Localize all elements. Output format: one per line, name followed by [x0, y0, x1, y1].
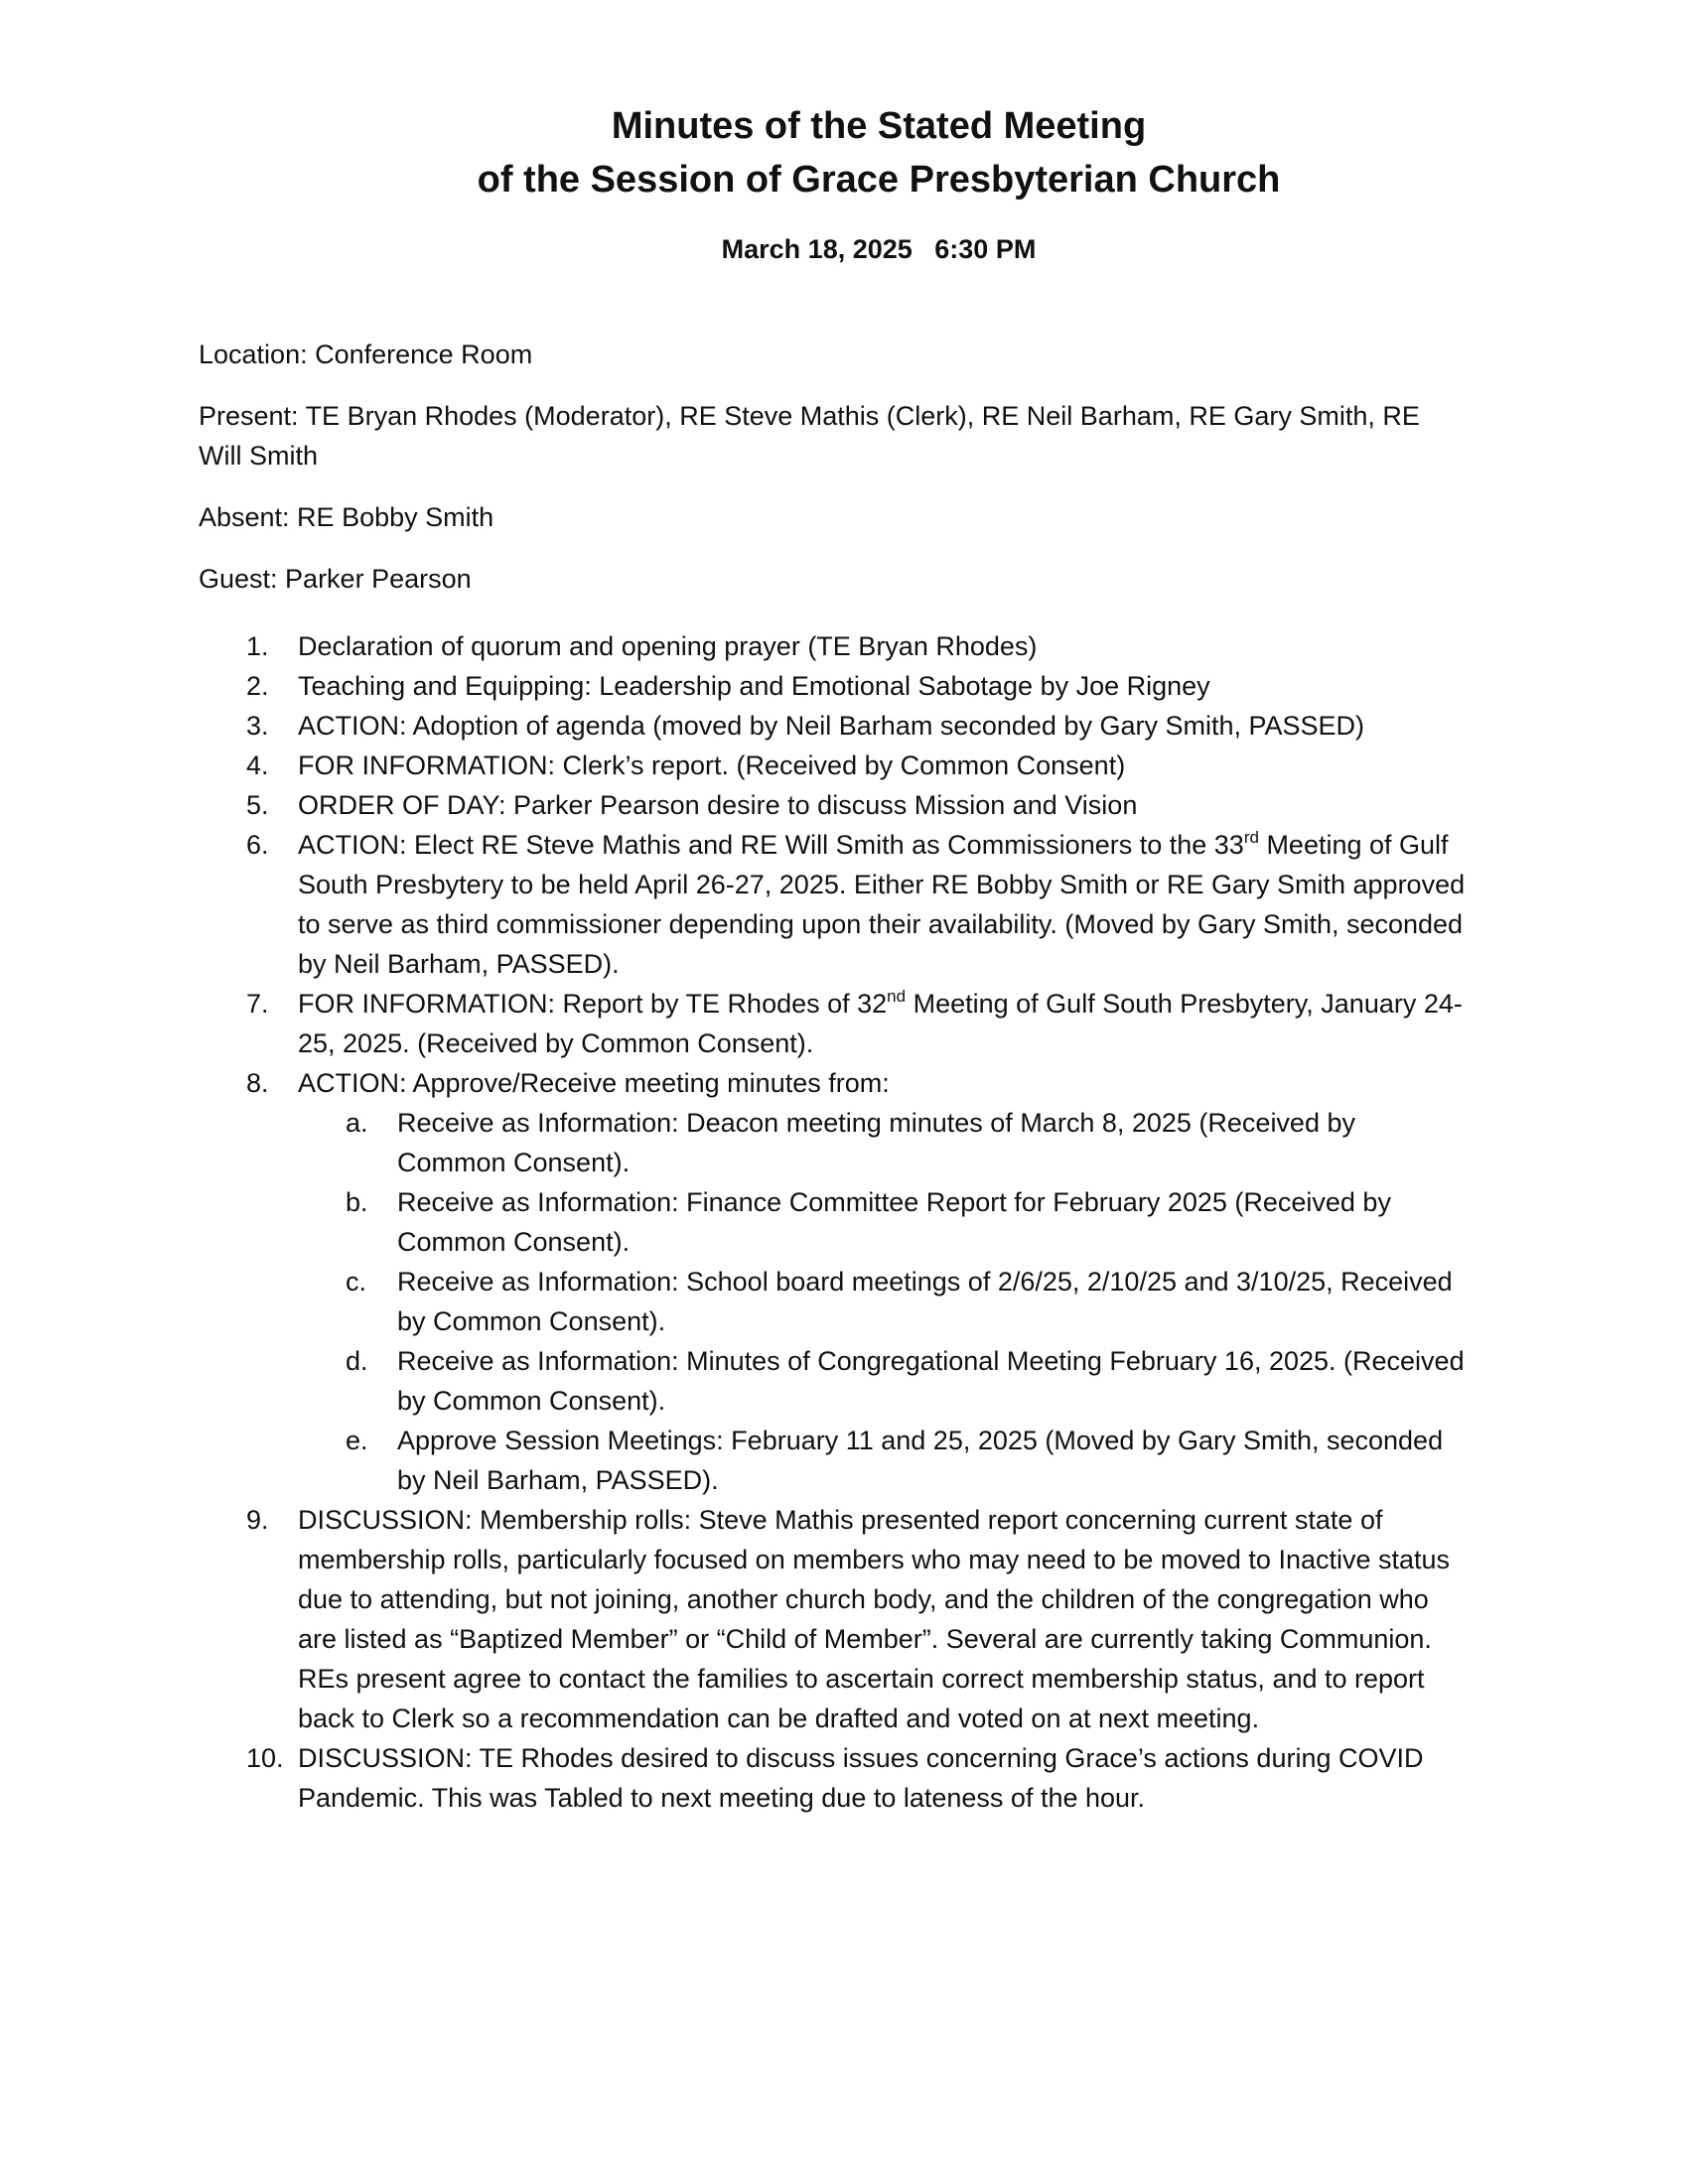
present-line: Present: TE Bryan Rhodes (Moderator), RE Steve Mathis (Clerk), RE Neil Barham, RE Gary Smith, RE Will Smith — [199, 401, 1420, 471]
sub-item — [298, 1182, 1470, 1262]
agenda-item — [199, 825, 1470, 984]
agenda-item — [199, 706, 1470, 746]
item-text: FOR INFORMATION: Clerk’s report. (Received by Common Consent) — [298, 751, 1126, 780]
agenda-list — [199, 626, 1470, 1818]
agenda-item — [199, 666, 1470, 706]
title-block — [179, 99, 1579, 206]
agenda-item — [199, 1063, 1470, 1500]
item-text-part: Meeting of Gulf South Presbytery, January 24-25, 2025. (Received by Common Consent). — [298, 989, 1463, 1058]
agenda-item — [199, 984, 1470, 1063]
sub-item-text: Approve Session Meetings: February 11 and 25, 2025 (Moved by Gary Smith, seconded by Neil Barham, PASSED). — [397, 1426, 1444, 1495]
sub-item-text: Receive as Information: School board meetings of 2/6/25, 2/10/25 and 3/10/25, Received by Common Consent). — [397, 1267, 1453, 1336]
item-number: 7. — [246, 989, 269, 1019]
item-number: 1. — [246, 631, 269, 661]
item-number: 3. — [246, 711, 269, 741]
sub-item-letter: b. — [346, 1187, 368, 1217]
item-number: 5. — [246, 790, 269, 820]
sub-item-text: Receive as Information: Deacon meeting minutes of March 8, 2025 (Received by Common Consent). — [397, 1108, 1355, 1177]
location-line: Location: Conference Room — [199, 340, 533, 369]
sub-item-letter: a. — [346, 1108, 368, 1138]
sub-item-letter: e. — [346, 1426, 368, 1455]
item-text: ACTION: Approve/Receive meeting minutes from: — [298, 1068, 890, 1098]
item-text-part: ACTION: Elect RE Steve Mathis and RE Will Smith as Commissioners to the 33 — [298, 830, 1244, 860]
agenda-item — [199, 785, 1470, 825]
sub-item — [298, 1421, 1470, 1500]
sub-item-letter: d. — [346, 1346, 368, 1376]
minutes-sublist — [298, 1103, 1470, 1500]
meeting-date-time: March 18, 2025 6:30 PM — [721, 234, 1037, 264]
sub-item — [298, 1341, 1470, 1421]
agenda-item — [199, 626, 1470, 666]
agenda-item — [199, 746, 1470, 785]
item-number: 6. — [246, 830, 269, 860]
item-text-part: Meeting of Gulf South Presbytery to be held April 26-27, 2025. Either RE Bobby Smith or RE Gary Smith approved to serve as third commissioner depending upon their availability. (Moved by Gary Smith, seconded by Neil Barham, PASSED). — [298, 830, 1466, 979]
item-text: Declaration of quorum and opening prayer (TE Bryan Rhodes) — [298, 631, 1038, 661]
item-number: 4. — [246, 751, 269, 780]
document-title-line-1: Minutes of the Stated Meeting — [611, 105, 1147, 147]
item-text: DISCUSSION: TE Rhodes desired to discuss issues concerning Grace’s actions during COVID Pandemic. This was Tabled to next meeting due to lateness of the hour. — [298, 1743, 1424, 1813]
agenda-item — [199, 1738, 1470, 1818]
item-text: ACTION: Adoption of agenda (moved by Neil Barham seconded by Gary Smith, PASSED) — [298, 711, 1365, 741]
absent-line: Absent: RE Bobby Smith — [199, 502, 494, 532]
item-text: Teaching and Equipping: Leadership and Emotional Sabotage by Joe Rigney — [298, 671, 1210, 701]
document-title-line-2: of the Session of Grace Presbyterian Church — [477, 159, 1281, 201]
sub-item-text: Receive as Information: Minutes of Congregational Meeting February 16, 2025. (Received by Common Consent). — [397, 1346, 1465, 1416]
item-number: 9. — [246, 1505, 269, 1535]
ordinal-suffix: nd — [887, 987, 907, 1006]
sub-item — [298, 1262, 1470, 1341]
item-text-part: FOR INFORMATION: Report by TE Rhodes of 32 — [298, 989, 888, 1019]
item-number: 8. — [246, 1068, 269, 1098]
guest-line: Guest: Parker Pearson — [199, 564, 472, 594]
item-text: ORDER OF DAY: Parker Pearson desire to discuss Mission and Vision — [298, 790, 1138, 820]
sub-item-letter: c. — [346, 1267, 367, 1297]
item-text: DISCUSSION: Membership rolls: Steve Mathis presented report concerning current state of membership rolls, particularly focused on members who may need to be moved to Inactive status due to attending, but not joining, another church body, and the children of the congregation who are listed as “Baptized Member” or “Child of Member”. Several are currently taking Communion. REs present agree to contact the families to ascertain correct membership status, and to report back to Clerk so a recommendation can be drafted and voted on at next meeting. — [298, 1505, 1451, 1733]
item-number: 2. — [246, 671, 269, 701]
item-number: 10. — [246, 1743, 284, 1773]
ordinal-suffix: rd — [1243, 828, 1259, 847]
agenda-item — [199, 1500, 1470, 1738]
sub-item — [298, 1103, 1470, 1182]
sub-item-text: Receive as Information: Finance Committee Report for February 2025 (Received by Common Consent). — [397, 1187, 1391, 1257]
